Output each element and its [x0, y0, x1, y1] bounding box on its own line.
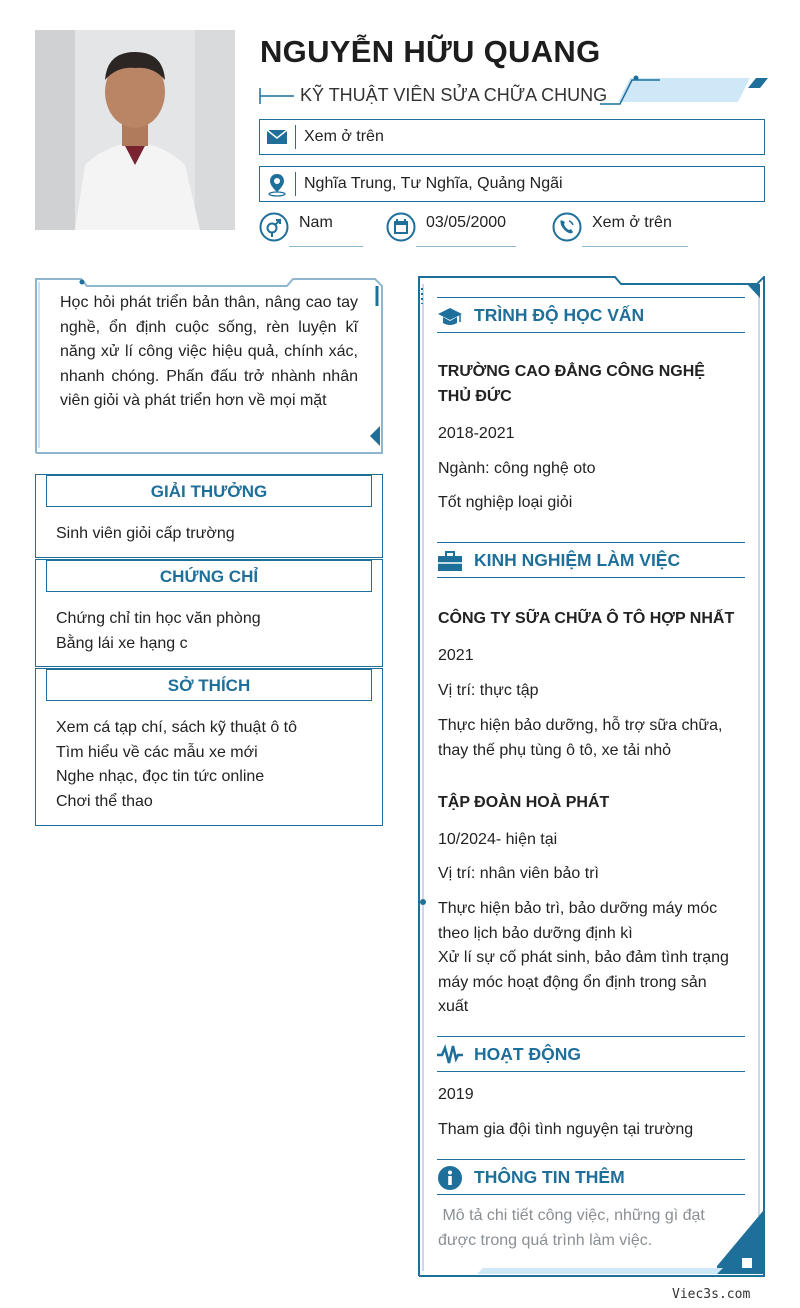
list-item: Nghe nhạc, đọc tin tức online: [56, 768, 265, 786]
desc-line: xuất: [438, 998, 469, 1016]
education-heading: [437, 297, 745, 333]
certificates-section: [35, 559, 383, 667]
desc-line: Mô tả chi tiết công việc, những gì đạt: [438, 1207, 705, 1224]
email-row: [259, 119, 765, 155]
phone-item: [552, 208, 692, 252]
education-title: TRÌNH ĐỘ HỌC VẤN: [474, 305, 645, 325]
header-tech-ornament: [600, 72, 770, 108]
row-separator: [295, 172, 296, 196]
job-period: 2021: [438, 647, 474, 664]
job-period: 10/2024- hiện tại: [438, 831, 558, 848]
job-company: CÔNG TY SỮA CHỮA Ô TÔ HỢP NHẤT: [438, 610, 735, 627]
list-item: Tìm hiểu về các mẫu xe mới: [56, 743, 258, 761]
info-icon: [437, 1166, 463, 1190]
gender-icon: [259, 212, 289, 242]
address-row: [259, 166, 765, 202]
desc-line: theo lịch bảo dưỡng định kì: [438, 924, 633, 942]
title-line-ornament: [258, 86, 298, 106]
awards-heading: GIẢI THƯỞNG: [46, 475, 372, 507]
underline: [416, 246, 516, 247]
gender-item: [259, 208, 369, 252]
experience-title: KINH NGHIỆM LÀM VIỆC: [474, 550, 681, 570]
desc-line: Thực hiện bảo dưỡng, hỗ trợ sữa chữa,: [438, 717, 723, 734]
desc-line: được trong quá trình làm việc.: [438, 1231, 653, 1249]
objective-text: Học hỏi phát triển bản thân, nâng cao tay nghề, ổn định cuộc sống, rèn luyện kĩ năng xử lí công việc hiệu quả, chính xác, nhanh chóng. Phấn đấu trở nhành nhân viên giỏi và phát triển hơn về mọi mặt: [60, 294, 358, 410]
job-company: TẬP ĐOÀN HOÀ PHÁT: [438, 794, 610, 811]
desc-line: thay thế phụ tùng ô tô, xe tải nhỏ: [438, 741, 672, 759]
list-item: Chứng chỉ tin học văn phòng: [56, 610, 261, 627]
candidate-name: NGUYỄN HỮU QUANG: [260, 34, 601, 69]
pulse-icon: [437, 1043, 463, 1067]
activities-title: HOẠT ĐỘNG: [474, 1044, 581, 1064]
job-position: Vị trí: thực tập: [438, 682, 539, 699]
job-title: KỸ THUẬT VIÊN SỬA CHỮA CHUNG: [300, 85, 608, 105]
list-item: Chơi thể thao: [56, 792, 153, 810]
phone-icon: [552, 212, 582, 242]
education-result: Tốt nghiệp loại giỏi: [438, 494, 573, 511]
certificates-heading: CHỨNG CHỈ: [46, 560, 372, 592]
activity-year: 2019: [438, 1086, 474, 1103]
certificates-list: [56, 607, 261, 656]
gender-value: Nam: [299, 214, 333, 231]
address-value: Nghĩa Trung, Tư Nghĩa, Quảng Ngãi: [304, 175, 563, 192]
hobbies-heading: SỞ THÍCH: [46, 669, 372, 701]
extra-info-heading: [437, 1159, 745, 1195]
career-objective: [35, 276, 383, 454]
envelope-icon: [264, 124, 290, 150]
underline: [289, 246, 363, 247]
underline: [582, 246, 688, 247]
activity-description: Tham gia đội tình nguyện tại trường: [438, 1121, 694, 1138]
extra-info-title: THÔNG TIN THÊM: [474, 1167, 625, 1187]
briefcase-icon: [437, 549, 463, 573]
experience-heading: [437, 542, 745, 578]
job-description: [438, 897, 738, 1020]
watermark-site: Viec3s.com: [672, 1287, 751, 1302]
birthday-item: [386, 208, 526, 252]
job-position: Vị trí: nhân viên bảo trì: [438, 865, 599, 882]
school-name: TRƯỜNG CAO ĐẲNG CÔNG NGHỆ THỦ ĐỨC: [438, 363, 705, 405]
awards-section: [35, 474, 383, 558]
desc-line: Xử lí sự cố phát sinh, bảo đảm tình trạng: [438, 949, 729, 967]
desc-line: máy móc hoạt động ổn định trong sản: [438, 973, 707, 991]
desc-line: Thực hiện bảo trì, bảo dưỡng máy móc: [438, 900, 718, 917]
education-period: 2018-2021: [438, 425, 515, 442]
row-separator: [295, 125, 296, 149]
phone-value: Xem ở trên: [592, 214, 672, 231]
job-description: [438, 714, 738, 763]
calendar-icon: [386, 212, 416, 242]
list-item: Bằng lái xe hạng c: [56, 634, 188, 652]
extra-info-description: [438, 1204, 738, 1253]
birthday-value: 03/05/2000: [426, 214, 507, 231]
list-item: Xem cá tạp chí, sách kỹ thuật ô tô: [56, 719, 298, 736]
graduation-cap-icon: [437, 304, 463, 328]
activities-heading: [437, 1036, 745, 1072]
awards-list: [56, 522, 235, 547]
hobbies-list: [56, 716, 297, 814]
hobbies-section: [35, 668, 383, 826]
profile-photo: [35, 30, 235, 230]
location-pin-icon: [264, 171, 290, 197]
education-major: Ngành: công nghệ oto: [438, 460, 596, 477]
email-value: Xem ở trên: [304, 128, 384, 145]
list-item: Sinh viên giỏi cấp trường: [56, 525, 235, 542]
